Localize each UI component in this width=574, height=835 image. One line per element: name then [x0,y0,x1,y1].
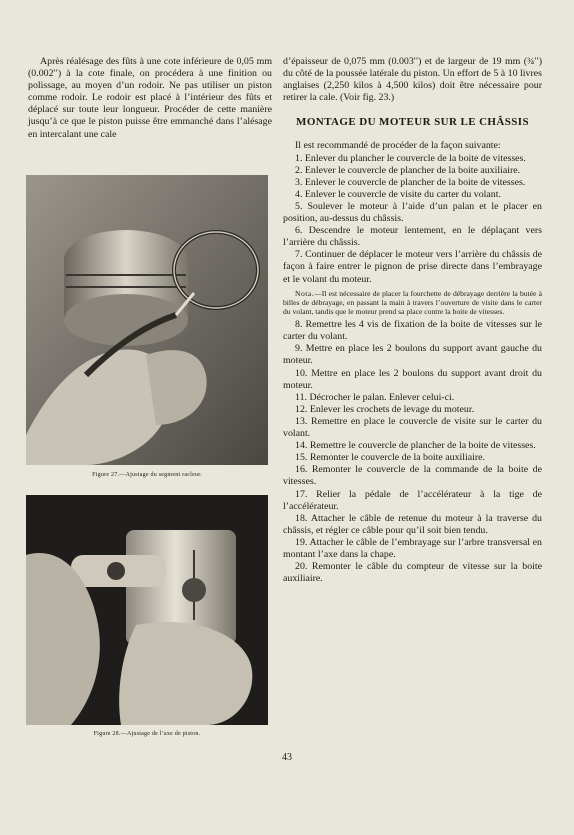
page-number: 43 [282,752,292,763]
step-4: 4. Enlever le couvercle de visite du carter du volant. [295,188,501,200]
step-11: 11. Décrocher le palan. Enlever celui-ci. [295,391,455,403]
step-13: 13. Remettre en place le couvercle de visite sur le carter du volant. [283,415,542,440]
step-6: 6. Descendre le moteur lentement, en le déplaçant vers l’arrière du châssis. [283,225,542,249]
nota-label: Nota. [295,288,315,298]
figure-28-photo [26,495,268,725]
nota-note [283,289,542,317]
figure-27-caption: Figure 27.—Ajustage du segment racleur. [92,472,202,478]
figure-27-photo [26,175,268,465]
step-8: 8. Remettre les 4 vis de fixation de la boite de vitesses sur le carter du volant. [283,319,542,343]
step-20: 20. Remonter le câble du compteur de vitesse sur la boite auxiliaire. [283,561,542,585]
step-12: 12. Enlever les crochets de levage du moteur. [295,403,475,415]
piston-pin-photo [26,495,268,725]
step-1: 1. Enlever du plancher le couvercle de la boite de vitesses. [295,152,526,164]
step-14: 14. Remettre le couvercle de plancher de la boite de vitesses. [295,440,536,452]
figure-28-caption: Figure 28.—Ajustage de l’axe de piston. [93,731,201,737]
intro-paragraph: Il est recommandé de procéder de la façon suivante: [295,140,501,152]
step-10: 10. Mettre en place les 2 boulons du support avant droit du moteur. [283,367,542,391]
piston-ring-photo [26,175,268,465]
nota-text: —Il est nécessaire de placer la fourchette de débrayage derrière la butée à billes de débrayage, en passant la main à travers l’ouverture de visite dans le carter du volant, tandis que le moteur prend sa place contre la boite de vitesses. [283,288,542,316]
step-16: 16. Remonter le couvercle de la commande de la boite de vitesses. [283,464,542,488]
step-9: 9. Mettre en place les 2 boulons du support avant gauche du moteur. [283,343,542,367]
step-5: 5. Soulever le moteur à l’aide d’un palan et le placer en position, au-dessus du châssis. [283,200,542,225]
right-column [283,56,542,585]
step-15: 15. Remonter le couvercle de la boite auxiliaire. [295,452,486,464]
step-2: 2. Enlever le couvercle de plancher de la boite auxiliaire. [295,164,521,176]
step-3: 3. Enlever le couvercle de plancher de la boite de vitesses. [295,176,526,188]
left-paragraph: Après réalésage des fûts à une cote inférieure de 0,05 mm (0.002′′) à la cote finale, on procédera à une finition ou polissage, au moyen d’un rodoir. Ne pas utiliser un piston comme rodoir. Le rodoir est placé à l’intérieur des fûts et déplacé sur toute leur longueur. Procéder de cette manière jusqu’à ce que le piston puisse être emmanché dans l’alésage en intercalant une cale [28,56,272,140]
step-7: 7. Continuer de déplacer le moteur vers l’arrière du châssis de façon à faire entrer le pignon de prise directe dans l’embrayage et le volant du moteur. [283,249,542,285]
left-column [28,56,272,141]
step-19: 19. Attacher le câble de l’embrayage sur l’arbre transversal en montant l’axe dans la chape. [283,536,542,560]
step-18: 18. Attacher le câble de retenue du moteur à la traverse du châssis, et régler ce câble pour qu’il soit bien tendu. [283,512,542,536]
step-17: 17. Relier la pédale de l’accélérateur à la tige de l’accélérateur. [283,488,542,512]
continuation-paragraph: d’épaisseur de 0,075 mm (0.003′′) et de largeur de 19 mm (¾′′) du côté de la poussée latérale du piston. Un effort de 5 à 10 livres anglaises (2,250 kilos à 4,500 kilos) doit être nécessaire pour retirer la cale. (Voir fig. 23.) [283,56,542,104]
section-heading: MONTAGE DU MOTEUR SUR LE CHÂSSIS [296,116,529,129]
